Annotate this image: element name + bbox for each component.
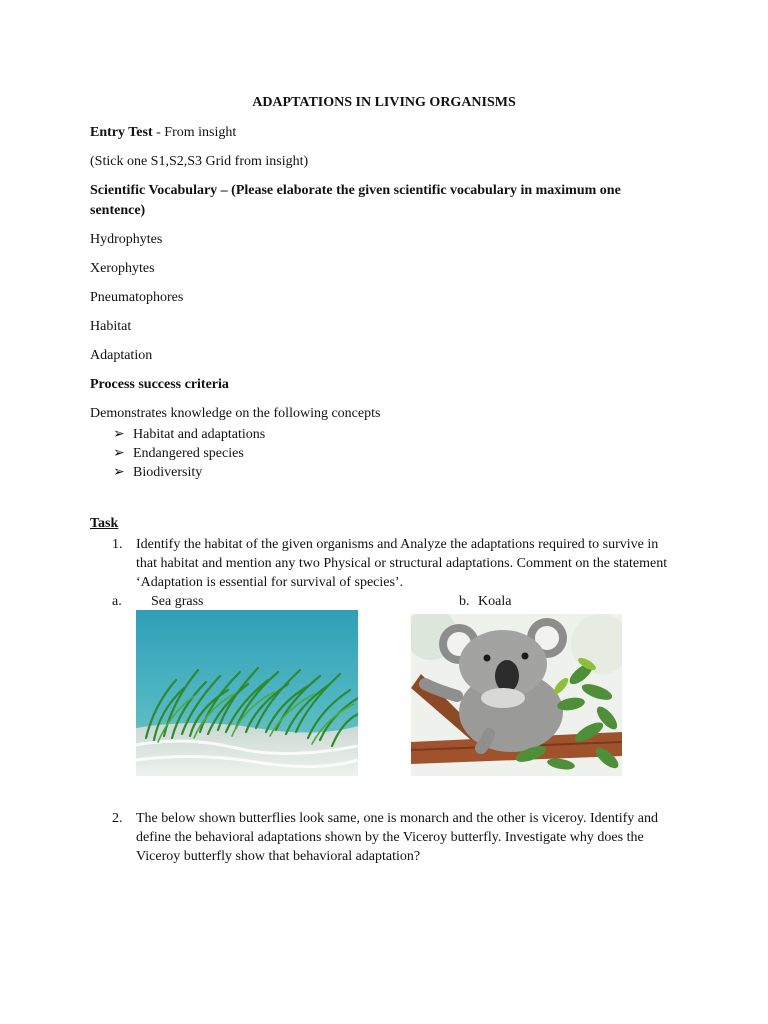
sea-grass-photo: [136, 610, 358, 776]
task-heading: Task: [90, 516, 119, 531]
vocab-heading-line1: Scientific Vocabulary – (Please elaborate the given scientific vocabulary in maximum one: [90, 183, 621, 198]
stick-note: (Stick one S1,S2,S3 Grid from insight): [90, 154, 309, 169]
criteria-item-label: Biodiversity: [133, 465, 203, 480]
entry-test-line: [90, 124, 236, 141]
item-b-marker: b.: [459, 594, 470, 609]
q1-text: Identify the habitat of the given organisms and Analyze the adaptations required to survive in that habitat and mention any two Physical or structural adaptations. Comment on the statement ‘Adaptation is essential for survival of species’.: [136, 537, 668, 590]
criteria-intro: Demonstrates knowledge on the following concepts: [90, 406, 381, 421]
criteria-item-label: Habitat and adaptations: [133, 427, 266, 442]
item-a-marker: a.: [112, 594, 122, 609]
q2-text: The below shown butterflies look same, one is monarch and the other is viceroy. Identify and define the behavioral adaptations shown by the Viceroy butterfly. Investigate why does the Viceroy butterfly show that behavioral adaptation?: [136, 811, 659, 864]
koala-photo: [411, 614, 622, 776]
entry-test-rest: - From insight: [152, 125, 237, 140]
criteria-item: [113, 464, 202, 481]
vocab-item: Habitat: [90, 319, 132, 334]
vocab-heading-line2: sentence): [90, 203, 146, 218]
vocab-item: Xerophytes: [90, 261, 155, 276]
vocab-item: Adaptation: [90, 348, 153, 363]
item-a-label: Sea grass: [151, 594, 204, 609]
criteria-item: [113, 426, 265, 443]
criteria-heading: Process success criteria: [90, 377, 229, 392]
arrow-bullet-icon: ➢: [113, 446, 125, 461]
q1-number: 1.: [112, 537, 123, 552]
item-b-label: Koala: [478, 594, 512, 609]
document-title: ADAPTATIONS IN LIVING ORGANISMS: [252, 95, 516, 110]
q2-number: 2.: [112, 811, 123, 826]
criteria-item-label: Endangered species: [133, 446, 244, 461]
vocab-item: Pneumatophores: [90, 290, 184, 305]
vocab-item: Hydrophytes: [90, 232, 163, 247]
criteria-item: [113, 445, 244, 462]
entry-test-label: Entry Test: [90, 125, 153, 140]
arrow-bullet-icon: ➢: [113, 465, 125, 480]
arrow-bullet-icon: ➢: [113, 427, 125, 442]
